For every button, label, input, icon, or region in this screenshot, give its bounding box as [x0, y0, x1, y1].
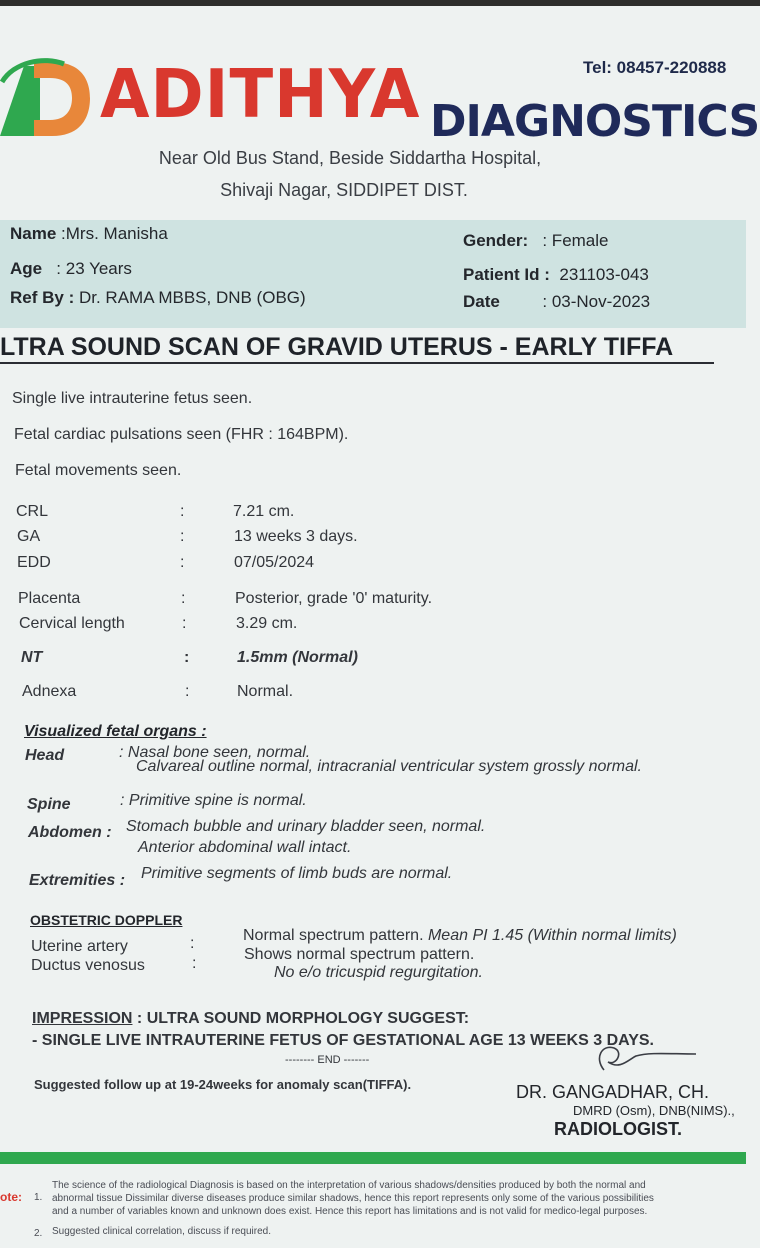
referred-by-label: Ref By : Dr. RAMA MBBS, DNB (OBG) — [10, 288, 306, 307]
measure-label-nt: NT — [21, 649, 43, 666]
address-line-1: Near Old Bus Stand, Beside Siddartha Hospital, — [158, 148, 542, 168]
head-label: Head — [25, 747, 65, 764]
gender-value: : Female — [542, 231, 609, 250]
radiologist-qualifications: DMRD (Osm), DNB(NIMS)., — [573, 1103, 735, 1118]
measure-sep: : — [185, 683, 190, 700]
measure-value-adnexa: Normal. — [237, 683, 294, 700]
doppler-line-1: Normal spectrum pattern. Mean PI 1.45 (Within normal limits) — [243, 927, 677, 944]
end-marker: -------- END ------- — [285, 1054, 370, 1066]
brand-suffix: DIAGNOSTICS — [430, 96, 760, 147]
patient-id-value: 231103-043 — [559, 265, 649, 284]
finding-3: Fetal movements seen. — [15, 462, 182, 479]
measure-value-crl: 7.21 cm. — [233, 503, 295, 520]
patient-name-label: Name :Mrs. Manisha — [10, 224, 168, 243]
note-2: Suggested clinical correlation, discuss if required. — [52, 1226, 271, 1237]
spine-value: : Primitive spine is normal. — [120, 792, 307, 809]
measure-sep: : — [181, 590, 186, 607]
ductus-venosus-label: Ductus venosus — [31, 957, 145, 974]
report-page — [0, 6, 760, 1248]
measure-sep: : — [180, 503, 185, 520]
title-underline — [0, 362, 714, 364]
patient-name-value: :Mrs. Manisha — [61, 224, 168, 243]
measure-label-adnexa: Adnexa — [22, 683, 77, 700]
measure-label-crl: CRL — [16, 503, 49, 520]
doppler-sep: : — [192, 955, 197, 972]
measure-sep: : — [182, 615, 187, 632]
measure-value-ga: 13 weeks 3 days. — [234, 528, 358, 545]
radiologist-name: DR. GANGADHAR, CH. — [516, 1082, 710, 1102]
impression-line: - SINGLE LIVE INTRAUTERINE FETUS OF GESTATIONAL AGE 13 WEEKS 3 DAYS. — [32, 1032, 654, 1049]
date-label: Date : 03-Nov-2023 — [463, 292, 651, 311]
patient-id-label: Patient Id : 231103-043 — [463, 265, 649, 284]
adithya-logo-icon — [0, 52, 94, 144]
patient-age-value: : 23 Years — [56, 259, 132, 278]
measure-label-ga: GA — [17, 528, 41, 545]
telephone: Tel: 08457-220888 — [583, 58, 727, 77]
extremities-value: Primitive segments of limb buds are normal. — [141, 865, 453, 882]
head-line-2: Calvareal outline normal, intracranial ventricular system grossly normal. — [136, 758, 642, 775]
abdomen-label: Abdomen : — [28, 824, 112, 841]
abdomen-line-1: Stomach bubble and urinary bladder seen, normal. — [126, 818, 486, 835]
gender-label: Gender: : Female — [463, 231, 609, 250]
uterine-artery-label: Uterine artery — [31, 938, 128, 955]
report-title: LTRA SOUND SCAN OF GRAVID UTERUS - EARLY TIFFA — [0, 333, 674, 361]
doppler-line-2: Shows normal spectrum pattern. — [244, 946, 475, 963]
doppler-heading: OBSTETRIC DOPPLER — [30, 912, 183, 928]
note-1-line-1: The science of the radiological Diagnosis is based on the interpretation of various shadows/densities produced by both the normal and — [52, 1180, 646, 1191]
measure-value-nt: 1.5mm (Normal) — [237, 649, 358, 666]
measure-label-edd: EDD — [17, 554, 51, 571]
head-line-1: : Nasal bone seen, normal. — [119, 744, 311, 761]
impression-heading: IMPRESSION : ULTRA SOUND MORPHOLOGY SUGGEST: — [32, 1010, 470, 1027]
footer-green-band — [0, 1152, 746, 1164]
signature-icon — [590, 1040, 700, 1080]
measure-sep: : — [184, 649, 190, 666]
note-number-1: 1. — [34, 1192, 43, 1203]
radiologist-role: RADIOLOGIST. — [554, 1119, 683, 1139]
brand-name: ADITHYA — [100, 56, 421, 134]
measure-label-placenta: Placenta — [18, 590, 81, 607]
note-1-line-3: and a number of variables known and unknown does exist. Hence this report has limitations and is not valid for medico-legal purposes. — [52, 1206, 648, 1217]
finding-1: Single live intrauterine fetus seen. — [12, 390, 253, 407]
address-line-2: Shivaji Nagar, SIDDIPET DIST. — [220, 180, 468, 200]
date-value: : 03-Nov-2023 — [542, 292, 651, 311]
measure-value-placenta: Posterior, grade '0' maturity. — [235, 590, 433, 607]
follow-up-note: Suggested follow up at 19-24weeks for anomaly scan(TIFFA). — [34, 1077, 412, 1092]
measure-label-cervical: Cervical length — [19, 615, 125, 632]
measure-sep: : — [180, 528, 185, 545]
measure-value-cervical: 3.29 cm. — [236, 615, 298, 632]
patient-age-label: Age : 23 Years — [10, 259, 132, 278]
spine-label: Spine — [27, 796, 71, 813]
doppler-line-3: No e/o tricuspid regurgitation. — [274, 964, 483, 981]
referred-by-value: Dr. RAMA MBBS, DNB (OBG) — [78, 288, 306, 307]
extremities-label: Extremities : — [29, 872, 126, 889]
measure-sep: : — [180, 554, 185, 571]
abdomen-line-2: Anterior abdominal wall intact. — [138, 839, 352, 856]
note-1-line-2: abnormal tissue Dissimilar diverse diseases produce similar shadows, hence this report represents only some of the various possibilities — [52, 1193, 654, 1204]
organs-heading: Visualized fetal organs : — [24, 723, 207, 740]
note-label: ote: — [0, 1190, 22, 1204]
finding-2: Fetal cardiac pulsations seen (FHR : 164BPM). — [14, 426, 349, 443]
measure-value-edd: 07/05/2024 — [234, 554, 315, 571]
doppler-sep: : — [190, 935, 195, 952]
note-number-2: 2. — [34, 1228, 43, 1239]
